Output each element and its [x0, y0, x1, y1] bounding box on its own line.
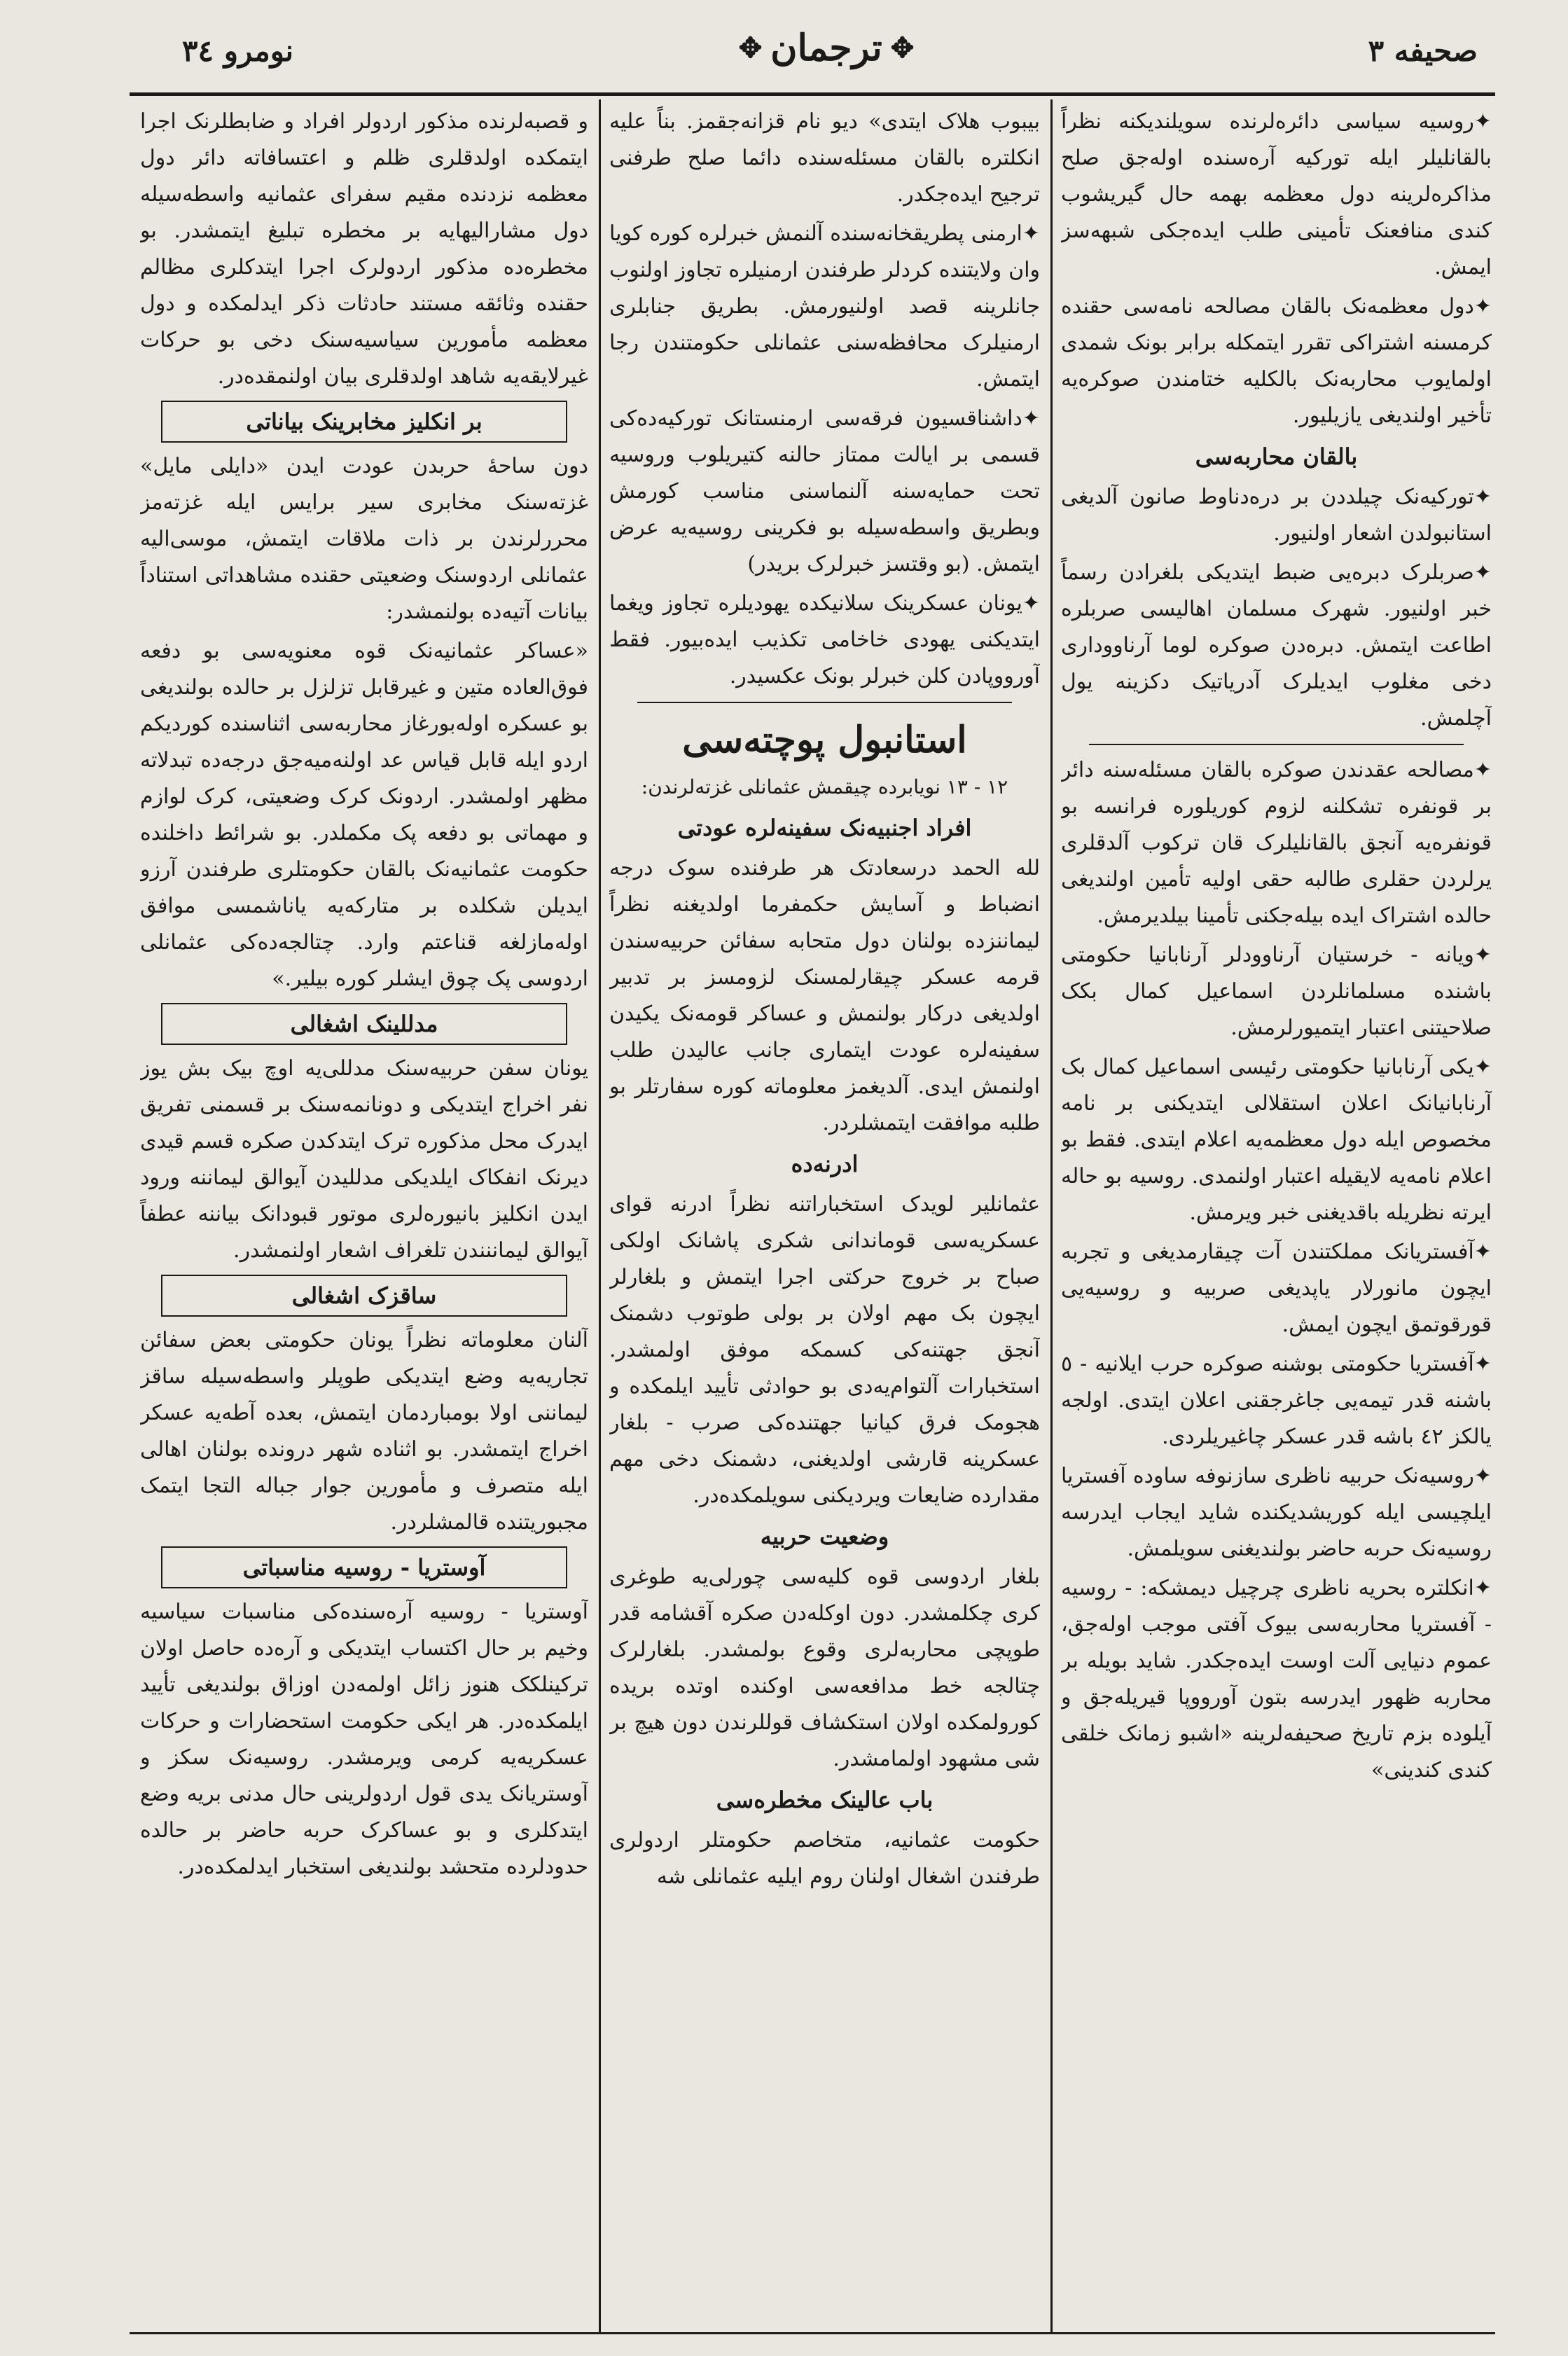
article-paragraph: آلنان معلوماته نظراً یونان حکومتی بعض سفائن تجاریه‌یه وضع ایتدیکی طوپلر واسطه‌سیله ساقز لیماننی اولا بومباردمان ایتمش، بعده آطه‌یه عسکر اخراج ایتمشدر. بو اثناده شهر درونده بولنان اهالی ایله متصرف و مأمورین جوار جباله التجا ایتمک مجبوریتنده قالمشلردر. — [140, 1328, 588, 1534]
article-paragraph: ✦ آفستریا حکومتی بوشنه صوکره حرب ایلانیه - ٥ باشنه قدر تیمه‌یی جاغرجقنی اعلان ایتدی. اولجه یالکز ٤٢ باشه قدر عسکر چاغیریلردی. — [1061, 1346, 1492, 1455]
section-title: استانبول پوچته‌سی — [682, 719, 967, 761]
section-heading: افراد اجنبیه‌نک سفینه‌لره عودتی — [677, 815, 972, 841]
masthead-title-box — [714, 20, 938, 76]
article-paragraph: ✦ ویانه - خرستیان آرناوودلر آرنابانیا حکومتی باشنده مسلمانلردن اسماعیل کمال بکک صلاحیتنی اعتبار ایتمیورلرمش. — [1061, 937, 1492, 1046]
column-middle — [609, 104, 1040, 2331]
article-paragraph: ✦ صربلرک دبره‌یی ضبط ایتدیکی بلغرادن رسماً خبر اولنیور. شهرک مسلمان اهالیسی صربلره اطاعت ایتمش. دبره‌دن صوکره لوما آرناووداری دخی مغلوب ایدیلرک آدریاتیک دکزینه یول آچلمش. — [1061, 555, 1492, 737]
article-paragraph: ✦ داشناقسیون فرقه‌سی ارمنستانک تورکیه‌ده‌کی قسمی بر ایالت ممتاز حالنه کتیریلوب وروسیه تحت حمایه‌سنه آلنماسنی مناسب کورمش وبطریق واسطه‌سیله بو فکرینی روسیه‌یه عرض ایتمش. (بو وقتسز خبرلرک بریدر) — [609, 401, 1040, 583]
article-paragraph: و قصبه‌لرنده مذکور اردولر افراد و ضابطلرنک اجرا ایتمکده اولدقلری ظلم و اعتسافاته دائر دول معظمه نزدنده مقیم سفرای عثمانیه واسطه‌سیله دول مشارالیهایه بر مخطره تبلیغ ایتمشدر. بو مخطره‌ده مذکور اردولرک اجرا ایتدکلری مظالم حقنده وثائقه مستند حادثات ذکر ایدلمکده و دول معظمه مأمورین سیاسیه‌سنک دخی بو حرکات غیرلایقه‌یه شاهد اولدقلری بیان اولنمقده‌در. — [140, 109, 588, 389]
column-right — [1061, 104, 1492, 2331]
article-paragraph: ✦ روسیه‌نک حربیه ناظری سازنوفه ساوده آفستریا ایلچیسی ایله کوریشدیکنده شاید ایجاب ایدرسه روسیه‌نک حربه حاضر بولندیغنی سویلمش. — [1061, 1458, 1492, 1567]
article-paragraph: بلغار اردوسی قوه کلیه‌سی چورلی‌یه طوغری کری چکلمشدر. دون اوکله‌دن صکره آقشامه قدر طوپچی محاربه‌لری وقوع بولمشدر. بلغارلرک چتالجه خط مدافعه‌سی اوکنده اوتده بریده کورولمکده اولان استکشاف قوللرندن دون هیچ بر شی مشهود اولمامشدر. — [609, 1565, 1040, 1771]
article-paragraph: عثمانلیر لویدک استخباراتنه نظراً ادرنه قوای عسکریه‌سی قوماندانی شکری پاشانک اولکی صباح بر خروج حرکتی اجرا ایتمش و بلغارلر ایچون بک مهم اولان بر بولی طوتوب دشمنک آنجق جهتنه‌کی کسمکه موفق اولمشدر. استخبارات آلتوام‌یه‌دی بو حوادثی تأیید ایلمکده و هجومک فرق کیانیا جهتنده‌کی صرب - بلغار عسکرینه قارشی اولدیغنی، دشمنک دخی مهم مقدارده ضایعات ویردیکنی سویلمکده‌در. — [609, 1192, 1040, 1508]
divider — [637, 702, 1012, 703]
article-paragraph: ✦ انکلتره بحریه ناظری چرچیل دیمشکه: - روسیه - آفستریا محاربه‌سی بیوک آفتی موجب اوله‌جق، عموم دنیایی آلت اوست ایده‌جکدر. شاید بویله بر محاربه ظهور ایدرسه بتون آورووپا قیریله‌جق و آیلوده بزم تاریخ صحیفه‌لرینه «اشبو زمانک خلقی کندی کندینی» — [1061, 1570, 1492, 1789]
footer-rule — [130, 2332, 1495, 2334]
section-heading: باب عالینک مخطره‌سی — [716, 1787, 934, 1813]
page-number: صحیفه ٣ — [1368, 34, 1478, 68]
article-paragraph: ✦ روسیه سیاسی دائره‌لرنده سویلندیکنه نظراً بالقانلیلر ایله تورکیه آره‌سنده اوله‌جق صلح مذاکره‌لرینه دول معظمه بهمه حال گیریشوب کندی منافعنک تأمینی طلب ایده‌جکی شبهه‌سز ایمش. — [1061, 104, 1492, 286]
column-divider — [599, 99, 601, 2334]
article-paragraph: ✦ تورکیه‌نک چیلددن بر دره‌دناوط صانون آلدیغی استانبولدن اشعار اولنیور. — [1061, 479, 1492, 552]
article-paragraph: ✦ مصالحه عقدندن صوکره بالقان مسئله‌سنه دائر بر قونفره تشکلنه لزوم کوریلوره فرانسه بو قونفره‌یه آنجق بالقانلیلرک قان ترکوب آلدقلری یرلردن حقلری طالبه حقی اولیه تأمین اولندیغی حالده اشتراک ایده بیله‌جکنی تأمینا بیلدیرمش. — [1061, 752, 1492, 934]
header-rule — [130, 92, 1495, 96]
ornament-icon: ✥ — [738, 31, 763, 64]
article-paragraph: ✦ ارمنی پطریقخانه‌سنده آلنمش خبرلره کوره کویا وان ولایتنده کردلر طرفندن ارمنیلره تجاوز اولنوب جانلرینه قصد اولنیورمش. بطریق جنابلری ارمنیلرک محافظه‌سنی عثمانلی حکومتندن رجا ایتمش. — [609, 216, 1040, 398]
section-heading: وضعیت حربیه — [760, 1523, 889, 1550]
issue-number: نومرو ٣٤ — [182, 34, 294, 68]
article-paragraph: ✦ دول معظمه‌نک بالقان مصالحه نامه‌سی حقنده کرمسنه اشتراکی تقرر ایتمکله برابر بونک شمدی اولمایوب محاربه‌نک بالکلیه ختامندن صوکره‌یه تأخیر اولندیغی یازیلیور. — [1061, 289, 1492, 434]
divider — [1089, 744, 1464, 745]
article-paragraph: بیبوب هلاک ایتدی» دیو نام قزانه‌جقمز. بناً علیه انکلتره بالقان مسئله‌سنده دائما صلح طرفنی ترجیح ایده‌جکدر. — [609, 109, 1040, 207]
article-paragraph: ✦ آفستریانک مملکتندن آت چیقارمدیغی و تجربه ایچون مانورلار یاپدیغی صربیه و روسیه‌یی قورقوتمق ایچون ایمش. — [1061, 1234, 1492, 1343]
article-paragraph: دون ساحهٔ حربدن عودت ایدن «دایلی مایل» غزته‌سنک مخابری سیر برایس ایله غزته‌مز محررلرندن بر ذات ملاقات ایتمش، موسی‌الیه عثمانلی اردوسنک وضعیتی حقنده مشاهداتی استناداً بیانات آتیه‌ده بولنمشدر: — [140, 454, 588, 624]
column-divider — [1050, 99, 1053, 2334]
article-paragraph: لله الحمد درسعادتک هر طرفنده سوک درجه انضباط و آسایش حکمفرما اولدیغنه نظراً لیماننزده بولنان دول متحابه سفائن حربیه‌سندن قرمه عسکر چیقارلمسنک لزومسز بر تدبیر اولدیغی درکار بولنمش و عساکر قومه‌نک یکیدن سفینه‌لره عودت ایتماری جانب عالیدن طلب اولنمش ایدی. آلدیغمز معلوماته کوره سفارتلر بو طلبه موافقت ایتمشلردر. — [609, 856, 1040, 1135]
date-line: ١٢ - ١٣ نویابرده چیقمش عثمانلی غزته‌لرندن: — [641, 775, 1008, 798]
section-heading: آوستریا - روسیه مناسباتی — [161, 1546, 567, 1588]
article-paragraph: ✦ یونان عسکرینک سلانیکده یهودیلره تجاوز ویغما ایتدیکنی یهودی خاخامی تکذیب ایده‌بیور. فقط آورووپادن کلن خبرلر بونک عکسیدر. — [609, 585, 1040, 695]
article-paragraph: حکومت عثمانیه، متخاصم حکومتلر اردولری طرفندن اشغال اولنان روم ایلیه عثمانلی شه‌ — [609, 1828, 1040, 1889]
section-heading: بالقان محاربه‌سی — [1195, 443, 1358, 470]
ornament-icon: ✥ — [890, 31, 915, 64]
article-paragraph: «عساکر عثمانیه‌نک قوه معنویه‌سی بو دفعه فوق‌العاده متین و غیرقابل تزلزل بر حالده بولندیغی بو عسکره اوله‌بورغاز محاربه‌سی اثناسنده کوردیکم اردو ایله قابل قیاس عد اولنه‌میه‌جق درجه‌ده تبدلاته مظهر اولمشدر. اردونک کرک وضعیتی، کرک لوازم و مهماتی بو دفعه پک مکملدر. بو شرائط داخلنده حکومت عثمانیه‌نک بالقان حکومتلری طرفندن آرزو ایدیلن شکلده بر متارکه‌یه یاناشمسی موافق اوله‌مازلغه قناعتم وارد. چتالجه‌ده‌کی عثمانلی اردوسی پک چوق ایشلر کوره بیلیر.» — [140, 639, 588, 991]
section-heading: ادرنه‌ده — [791, 1151, 859, 1177]
column-left — [140, 104, 588, 2331]
article-paragraph: آوستریا - روسیه آره‌سنده‌کی مناسبات سیاسیه وخیم بر حال اکتساب ایتدیکی و آره‌ده حاصل اولان ترکینلکک هنوز زائل اولمه‌دن اوزاق بولندیغی تأیید ایلمکده‌در. هر ایکی حکومت استحضارات و حرکات عسکریه‌یه کرمی ویرمشدر. روسیه‌نک سکز و آوستریانک یدی قول اردولرینی حال مدنی بریه وضع ایتدکلری و بو عساکرک حربه حاضر بر حالده حدودلرده متحشد بولندیغی استخبار ایدلمکده‌در. — [140, 1600, 588, 1879]
section-heading: بر انکلیز مخابرینک بیاناتی — [161, 401, 567, 443]
masthead-title: ترجمان — [770, 26, 882, 69]
section-heading: مدللینک اشغالی — [161, 1003, 567, 1045]
page-header — [105, 13, 1478, 97]
section-heading: ساقزک اشغالی — [161, 1275, 567, 1317]
article-paragraph: یونان سفن حربیه‌سنک مدللی‌یه اوچ بیک بش یوز نفر اخراج ایتدیکی و دونانمه‌سنک بر قسمنی تفریق ایدرک محل مذکوره ترک ایتدکدن صکره قسم قیدی دیرنک انفکاک ایلدیکی مدللیدن آیوالق لیماننه ورود ایدن انکلیز بانیوره‌لری موتور قبودانک بیاننه عطفاً آیوالق لیماننندن تلغراف اشعار اولنمشدر. — [140, 1056, 588, 1263]
article-paragraph: ✦ یکی آرنابانیا حکومتی رئیسی اسماعیل کمال بک آرنابانیانک اعلان استقلالی ایتدیکنی بر نامه مخصوص ایله دول معظمه‌یه اعلام ایتدی. فقط بو اعلام نامه‌یه لایقیله اعتبار اولنمدی. روسیه بو حاله ایرته نظریله باقدیغنی خبر ویرمش. — [1061, 1049, 1492, 1231]
